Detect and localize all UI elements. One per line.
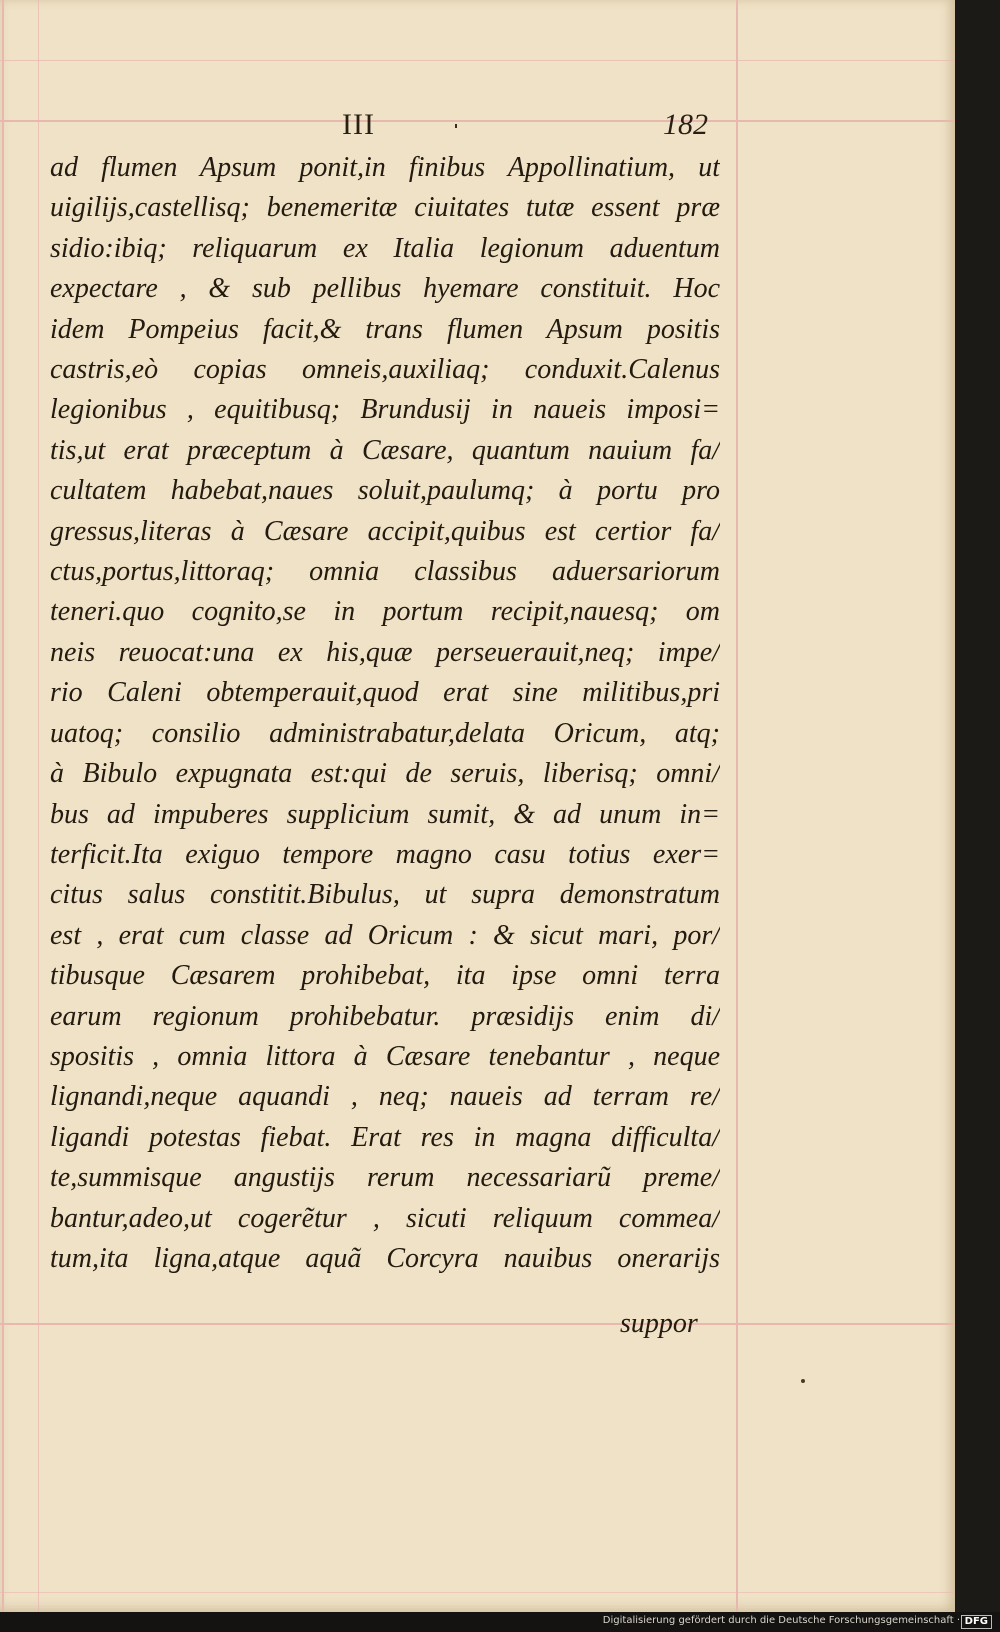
text-line: idem Pompeius facit,& trans flumen Apsum positis	[50, 313, 720, 345]
page-rule-left-inner	[38, 0, 39, 1612]
text-line: citus salus constitit.Bibulus, ut supra demonstratum	[50, 879, 720, 911]
ink-speck	[801, 1379, 805, 1383]
text-line: earum regionum prohibebatur. præsidijs enim di/	[50, 1000, 720, 1032]
text-line: gressus,literas à Cæsare accipit,quibus est certior fa/	[50, 515, 720, 547]
text-line: sidio:ibiq; reliquarum ex Italia legionum aduentum	[50, 232, 720, 264]
page-rule-right	[736, 0, 738, 1612]
text-line: cultatem habebat,naues soluit,paulumq; à portu pro	[50, 475, 720, 507]
text-line: neis reuocat:una ex his,quæ perseuerauit,neq; impe/	[50, 636, 720, 668]
text-line: ctus,portus,littoraq; omnia classibus aduersariorum	[50, 556, 720, 588]
text-line: lignandi,neque aquandi , neq; naueis ad terram re/	[50, 1081, 720, 1113]
text-line: terficit.Ita exiguo tempore magno casu totius exer=	[50, 838, 720, 870]
header-dot	[455, 124, 457, 128]
text-line: spositis , omnia littora à Cæsare tenebantur , neque	[50, 1040, 720, 1072]
text-line: bantur,adeo,ut cogerẽtur , sicuti reliquum commea/	[50, 1202, 720, 1234]
footer-bar	[0, 1612, 1000, 1632]
text-line: teneri.quo cognito,se in portum recipit,nauesq; om	[50, 596, 720, 628]
text-line: ligandi potestas fiebat. Erat res in magna difficulta/	[50, 1121, 720, 1153]
text-line: expectare , & sub pellibus hyemare constituit. Hoc	[50, 273, 720, 305]
text-line: te,summisque angustijs rerum necessariarũ preme/	[50, 1162, 720, 1194]
text-line: à Bibulo expugnata est:qui de seruis, liberisq; omni/	[50, 758, 720, 790]
text-line: tis,ut erat præceptum à Cæsare, quantum nauium fa/	[50, 434, 720, 466]
catchword: suppor	[620, 1308, 698, 1339]
text-line: bus ad impuberes supplicium sumit, & ad unum in=	[50, 798, 720, 830]
page-rule-top	[0, 120, 955, 122]
page-rule-top-faint	[0, 60, 955, 61]
signature-mark: III	[342, 108, 375, 141]
folio-number: 182	[663, 108, 708, 141]
text-line: est , erat cum classe ad Oricum : & sicut mari, por/	[50, 919, 720, 951]
text-line: tum,ita ligna,atque aquã Corcyra nauibus onerarijs	[50, 1242, 720, 1274]
text-line: legionibus , equitibusq; Brundusij in naueis imposi=	[50, 394, 720, 426]
page-rule-left	[2, 0, 4, 1612]
body-text	[50, 148, 720, 1279]
text-line: ad flumen Apsum ponit,in finibus Appollinatium, ut	[50, 152, 720, 183]
page-rule-bottom	[0, 1323, 955, 1325]
text-line: castris,eò copias omneis,auxiliaq; conduxit.Calenus	[50, 354, 720, 386]
dfg-logo: DFG	[961, 1615, 992, 1629]
text-line: rio Caleni obtemperauit,quod erat sine militibus,pri	[50, 677, 720, 709]
funding-credit: Digitalisierung gefördert durch die Deutsche Forschungsgemeinschaft ·	[602, 1615, 960, 1626]
text-line: tibusque Cæsarem prohibebat, ita ipse omni terra	[50, 960, 720, 992]
page-rule-bottom-faint	[0, 1592, 955, 1593]
text-line: uatoq; consilio administrabatur,delata Oricum, atq;	[50, 717, 720, 749]
text-line: uigilijs,castellisq; benemeritæ ciuitates tutæ essent præ	[50, 192, 720, 224]
